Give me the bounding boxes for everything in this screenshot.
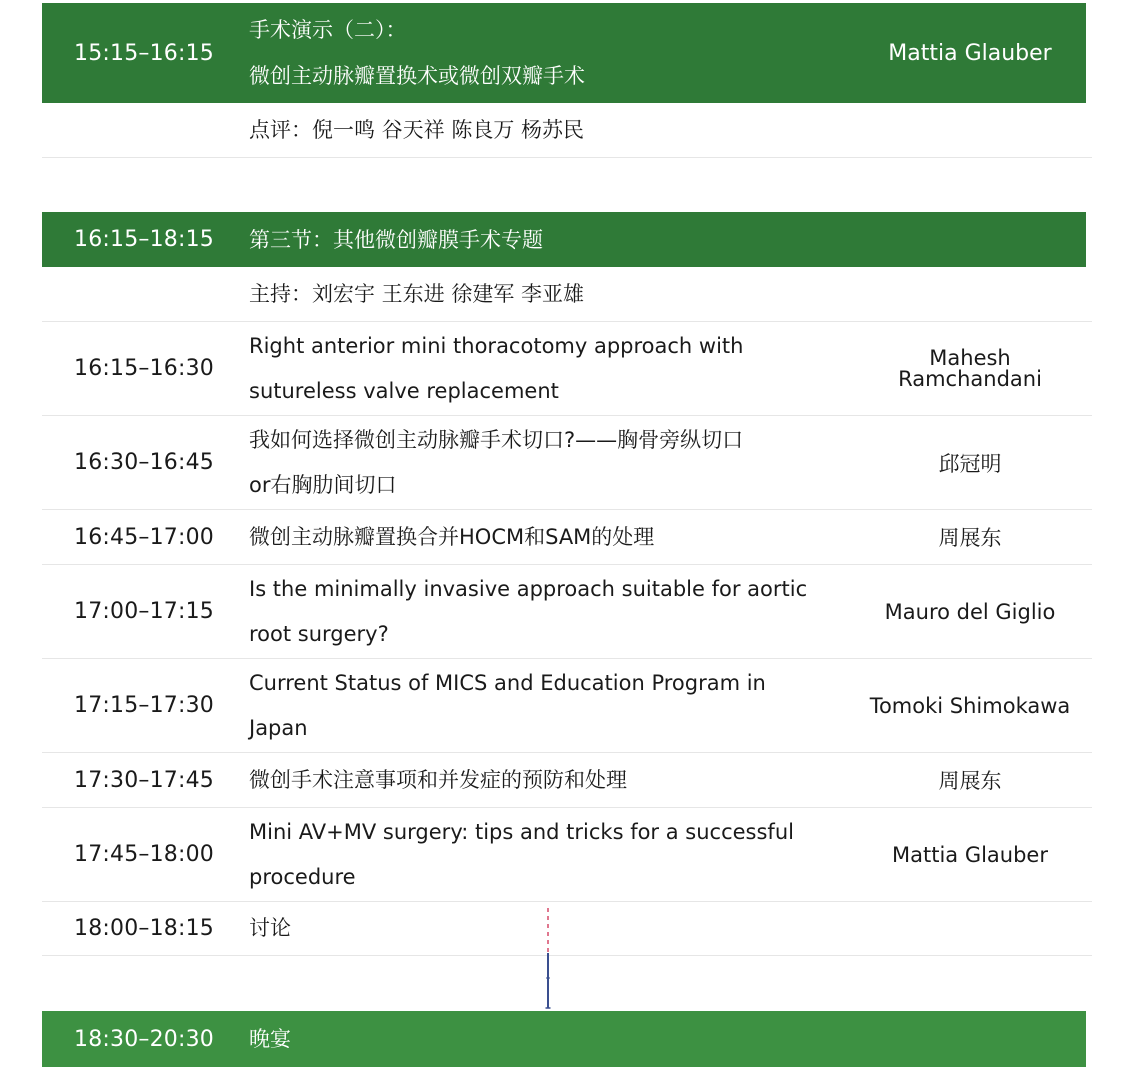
section-row-1615 <box>42 212 1086 267</box>
talk-row <box>42 322 1092 416</box>
title-line: 我如何选择微创主动脉瓣手术切口?——胸骨旁纵切口 <box>249 427 744 452</box>
title-cell <box>249 565 849 658</box>
speaker-cell: Tomoki Shimokawa <box>869 693 1071 718</box>
talk-row <box>42 565 1092 659</box>
title-cell <box>249 3 849 103</box>
speaker-cell <box>854 322 1086 415</box>
speaker-cell: Mattia Glauber <box>888 40 1052 66</box>
title-line: 微创主动脉瓣置换术或微创双瓣手术 <box>249 64 585 88</box>
title-cell: 晚宴 <box>249 1027 291 1051</box>
talk-row <box>42 808 1092 902</box>
host-row <box>42 267 1092 322</box>
talk-row <box>42 510 1092 565</box>
title-line: Mini AV+MV surgery: tips and tricks for a successful <box>249 819 794 844</box>
discussion-row <box>42 902 1092 956</box>
speaker-cell: 邱冠明 <box>938 451 1002 476</box>
time-cell: 16:15–18:15 <box>74 227 215 252</box>
time-cell: 16:30–16:45 <box>74 450 215 475</box>
tower-decoration-icon <box>544 908 552 1067</box>
title-cell <box>249 416 849 509</box>
speaker-cell: 周展东 <box>938 769 1002 793</box>
time-cell <box>74 103 244 157</box>
title-line: procedure <box>249 864 356 889</box>
review-row <box>42 103 1092 158</box>
title-cell: 微创主动脉瓣置换合并HOCM和SAM的处理 <box>249 524 655 549</box>
time-cell: 17:00–17:15 <box>74 599 215 624</box>
time-cell: 17:30–17:45 <box>74 767 215 793</box>
time-cell: 17:45–18:00 <box>74 842 215 867</box>
time-cell: 15:15–16:15 <box>74 40 215 66</box>
time-cell: 18:30–20:30 <box>74 1026 215 1052</box>
title-line: sutureless valve replacement <box>249 378 559 403</box>
title-line: Current Status of MICS and Education Program in <box>249 670 766 695</box>
title-cell: 主持：刘宏宇 王东进 徐建军 李亚雄 <box>249 281 585 306</box>
talk-row <box>42 753 1092 808</box>
title-line: root surgery? <box>249 621 389 646</box>
title-line: Japan <box>249 715 308 740</box>
session-row-1515 <box>42 3 1086 103</box>
title-cell: 微创手术注意事项和并发症的预防和处理 <box>249 767 627 792</box>
title-cell <box>249 322 849 415</box>
time-cell: 16:15–16:30 <box>74 356 215 381</box>
banquet-row <box>42 1011 1086 1067</box>
speaker-line: Mahesh <box>929 345 1011 370</box>
time-cell: 18:00–18:15 <box>74 916 215 941</box>
time-cell <box>74 267 244 321</box>
title-cell: 第三节：其他微创瓣膜手术专题 <box>249 227 543 252</box>
time-cell: 17:15–17:30 <box>74 693 215 718</box>
title-line: 手术演示（二）： <box>249 18 407 42</box>
talk-row <box>42 659 1092 753</box>
title-line: Right anterior mini thoracotomy approach with <box>249 333 744 358</box>
speaker-line: Ramchandani <box>898 366 1042 391</box>
title-cell: 点评：倪一鸣 谷天祥 陈良万 杨苏民 <box>249 117 585 142</box>
speaker-cell: Mauro del Giglio <box>884 599 1056 624</box>
time-cell: 16:45–17:00 <box>74 524 215 550</box>
speaker-cell: 周展东 <box>938 526 1002 550</box>
talk-row <box>42 416 1092 510</box>
title-line: Is the minimally invasive approach suitable for aortic <box>249 576 808 601</box>
speaker-cell: Mattia Glauber <box>891 842 1048 867</box>
title-cell <box>249 808 849 901</box>
title-line: or右胸肋间切口 <box>249 472 397 497</box>
title-cell <box>249 659 849 752</box>
title-cell: 讨论 <box>249 916 291 940</box>
